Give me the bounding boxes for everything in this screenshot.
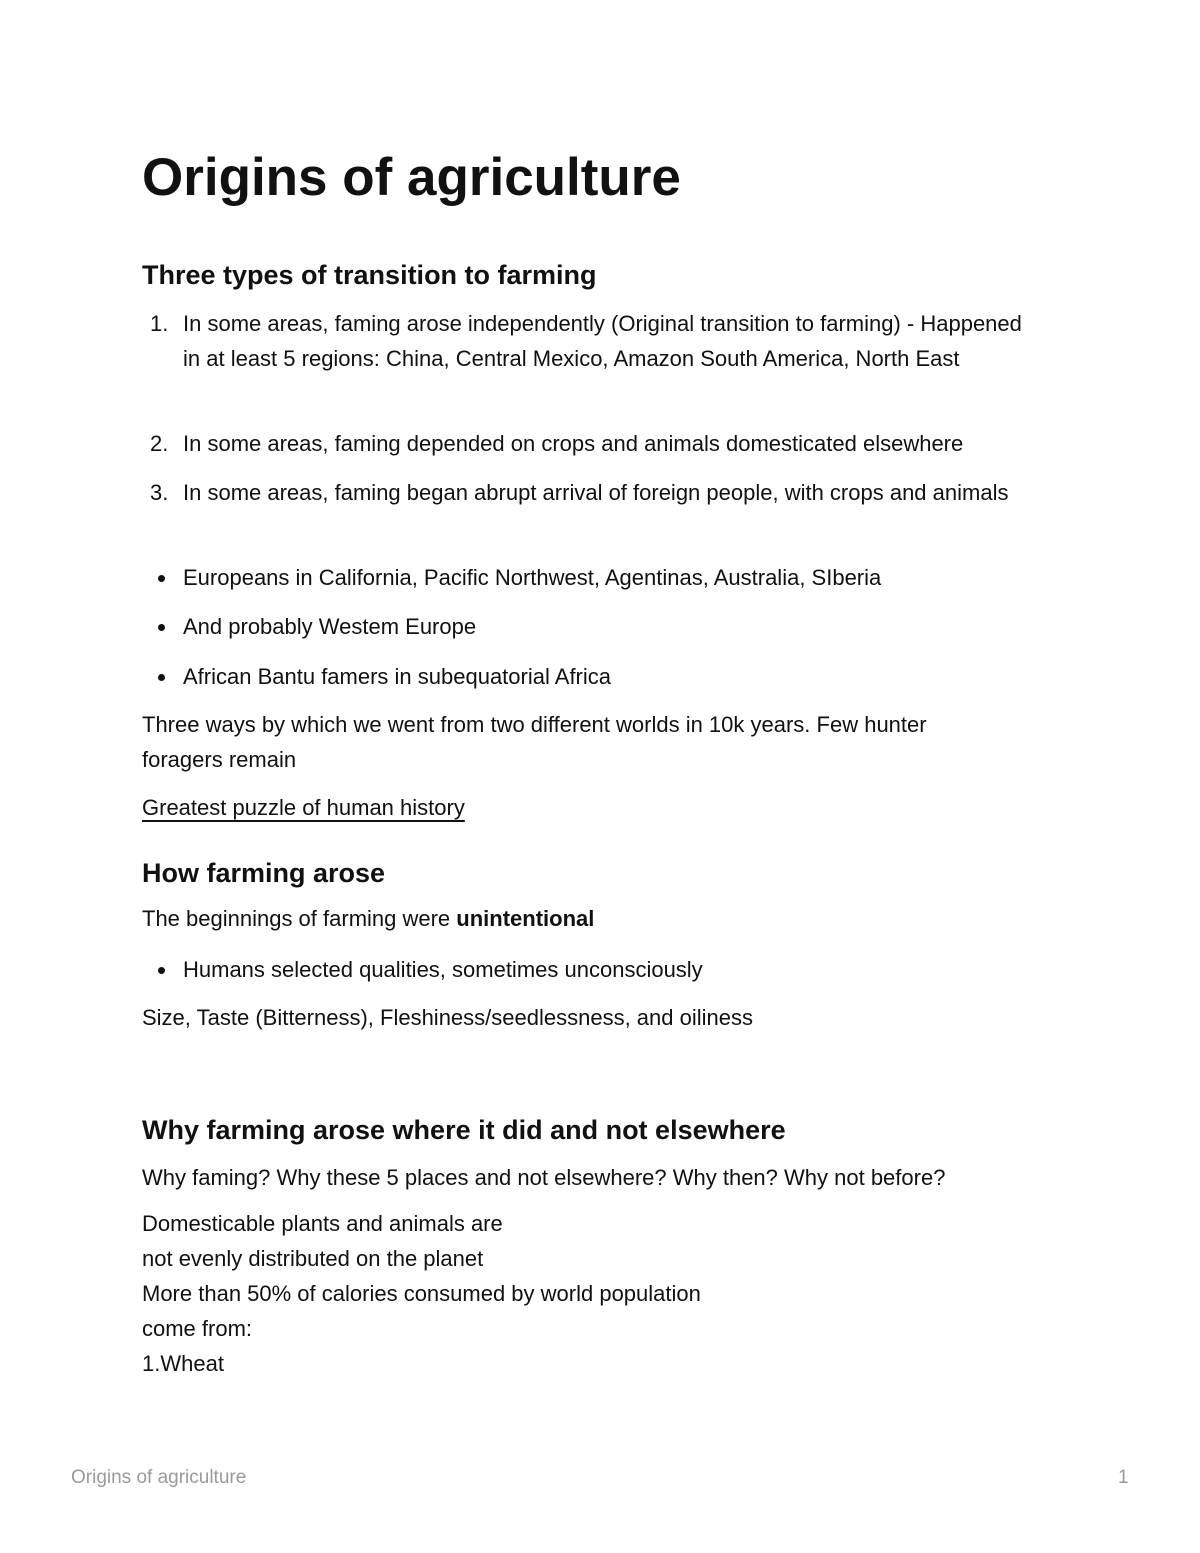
greatest-puzzle-link-line: [142, 790, 1032, 825]
paragraph-line: Domesticable plants and animals are: [142, 1211, 503, 1236]
page-title: Origins of agriculture: [142, 148, 681, 207]
paragraph-line: come from:: [142, 1316, 253, 1341]
list-item-text: African Bantu famers in subequatorial Africa: [183, 664, 612, 689]
list-item-text: And probably Westem Europe: [183, 614, 477, 639]
bullet-item: [142, 609, 1032, 644]
section-heading-transition: Three types of transition to farming: [142, 260, 597, 290]
bullet-icon: [158, 575, 165, 582]
paragraph-line: 1.Wheat: [142, 1351, 224, 1376]
intro-text: The beginnings of farming were: [142, 906, 457, 931]
list-item-text: Humans selected qualities, sometimes unconsciously: [183, 957, 703, 982]
paragraph-line: More than 50% of calories consumed by world population: [142, 1281, 701, 1306]
greatest-puzzle-link[interactable]: Greatest puzzle of human history: [142, 795, 465, 820]
section-heading-why: Why farming arose where it did and not elsewhere: [142, 1115, 786, 1145]
numbered-item-1: [142, 306, 1032, 376]
numbered-item-3: [142, 475, 1032, 510]
list-item-text: Europeans in California, Pacific Northwest, Agentinas, Australia, SIberia: [183, 565, 882, 590]
bullet-icon: [158, 624, 165, 631]
list-item-text: In some areas, faming depended on crops and animals domesticated elsewhere: [183, 431, 964, 456]
paragraph-line: not evenly distributed on the planet: [142, 1246, 484, 1271]
list-item-text: In some areas, faming arose independently (Original transition to farming) - Happened in at least 5 regions: China, Central Mexico, Amazon South America, North East: [183, 311, 1022, 371]
paragraph-three-ways: Three ways by which we went from two different worlds in 10k years. Few hunter foragers remain: [142, 712, 927, 772]
paragraph-beginnings: [142, 901, 1032, 936]
footer-title: Origins of agriculture: [71, 1467, 247, 1488]
bullet-item: [142, 659, 1032, 694]
list-marker: 2.: [150, 431, 169, 456]
section-heading-how: How farming arose: [142, 858, 386, 888]
numbered-item-2: [142, 426, 1032, 461]
footer-page-number: 1: [1118, 1467, 1129, 1488]
list-marker: 3.: [150, 480, 169, 505]
bullet-item: [142, 952, 1032, 987]
bullet-item: [142, 560, 1032, 595]
bullet-icon: [158, 674, 165, 681]
list-marker: 1.: [150, 311, 169, 336]
bullet-icon: [158, 967, 165, 974]
paragraph-why-question: Why faming? Why these 5 places and not elsewhere? Why then? Why not before?: [142, 1165, 946, 1190]
list-item-text: In some areas, faming began abrupt arrival of foreign people, with crops and animals: [183, 480, 1009, 505]
paragraph-qualities: Size, Taste (Bitterness), Fleshiness/seedlessness, and oiliness: [142, 1005, 753, 1030]
intro-bold-text: unintentional: [456, 906, 595, 931]
